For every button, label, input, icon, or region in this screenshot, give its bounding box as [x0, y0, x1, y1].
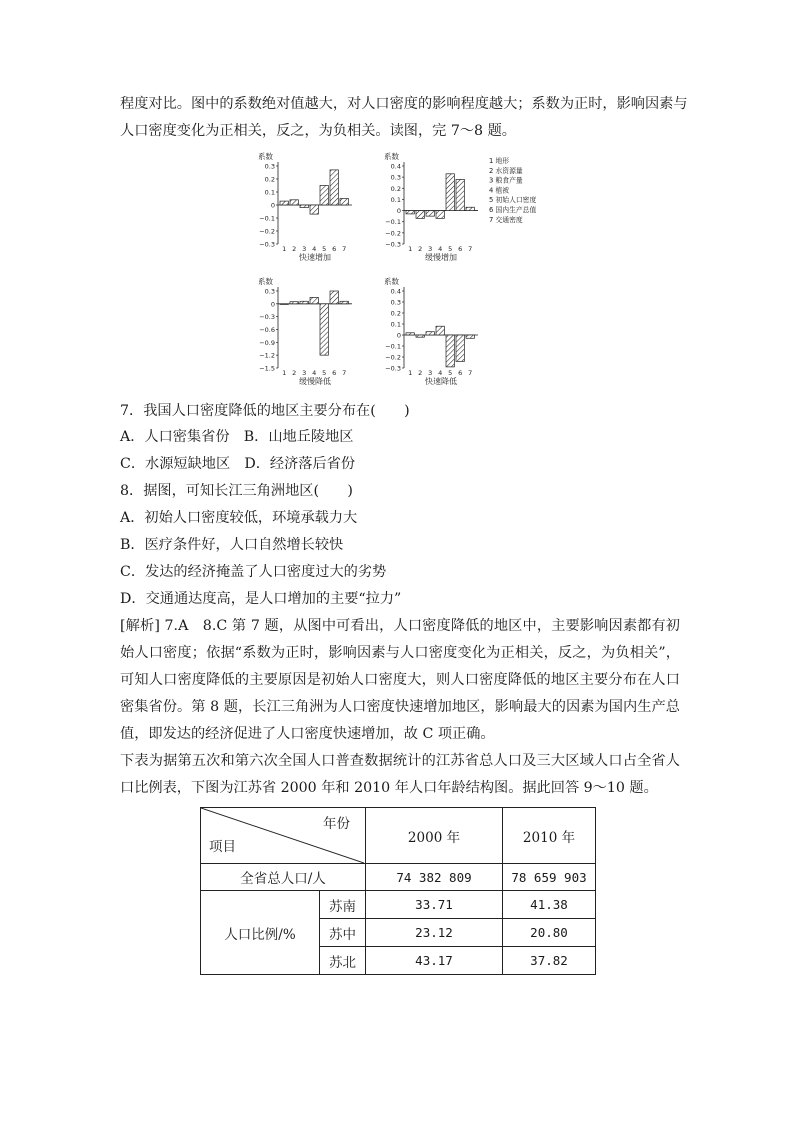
bar-7 [340, 199, 348, 206]
legend-item: 6 国内生产总值 [489, 206, 537, 214]
y-tick-label: 0 [270, 201, 275, 210]
y-axis-label: 系数 [384, 152, 399, 161]
y-tick-label: 0.2 [390, 184, 401, 193]
bar-4 [436, 211, 444, 219]
x-tick-label: 5 [448, 245, 453, 253]
bar-7 [466, 335, 474, 338]
header-2000: 2000 年 [366, 808, 503, 864]
region-name: 苏中 [320, 919, 366, 947]
y-tick-label: 0.4 [390, 287, 401, 296]
y-axis-label: 系数 [258, 152, 273, 161]
y-tick-label: −0.3 [259, 313, 275, 322]
x-tick-label: 7 [468, 245, 473, 253]
x-tick-label: 3 [428, 369, 433, 377]
y-tick-label: −0.9 [259, 338, 275, 347]
bar-2 [290, 302, 298, 304]
corner-item-label: 项目 [209, 839, 236, 855]
y-tick-label: 0.1 [264, 188, 275, 197]
intro-line-1: 程度对比。图中的系数绝对值越大，对人口密度的影响程度越大；系数为正时，影响因素与 [120, 96, 688, 112]
y-tick-label: −0.1 [385, 342, 401, 351]
bar-6 [330, 291, 338, 304]
bar-1 [280, 304, 288, 305]
x-tick-label: 1 [408, 369, 413, 377]
bar-4 [310, 297, 318, 303]
x-axis-label: 缓慢增加 [425, 253, 457, 262]
legend-item: 3 粮食产量 [489, 176, 523, 185]
x-axis-label: 快速降低 [425, 377, 457, 386]
bar-2 [416, 335, 424, 337]
x-tick-label: 1 [282, 245, 287, 253]
coefficient-bar-charts [252, 150, 552, 395]
bar-6 [330, 170, 338, 205]
region-2010-value: 37.82 [503, 947, 596, 975]
bar-6 [456, 179, 464, 210]
x-tick-label: 3 [428, 245, 433, 253]
x-tick-label: 1 [408, 245, 413, 253]
y-tick-label: 0.1 [390, 320, 401, 329]
region-2000-value: 43.17 [366, 947, 503, 975]
bar-3 [426, 211, 434, 217]
x-axis-label: 快速增加 [299, 253, 331, 262]
question-7-options-cd: C．水源短缺地区 D．经济落后省份 [120, 456, 356, 472]
x-tick-label: 5 [322, 369, 327, 377]
x-tick-label: 2 [418, 369, 423, 377]
chart-panel [384, 151, 478, 262]
bar-4 [310, 205, 318, 214]
y-tick-label: 0 [396, 207, 401, 216]
x-tick-label: 7 [468, 369, 473, 377]
question-8-option-c: C．发达的经济掩盖了人口密度过大的劣势 [120, 564, 387, 580]
corner-year-label: 年份 [323, 816, 350, 832]
bar-2 [416, 211, 424, 219]
y-tick-label: 0.1 [390, 195, 401, 204]
y-tick-label: −1.2 [259, 351, 275, 360]
ratio-label: 人口比例/% [201, 891, 320, 975]
x-tick-label: 7 [342, 245, 347, 253]
y-tick-label: 0.4 [390, 162, 401, 171]
y-tick-label: 0 [396, 331, 401, 340]
y-tick-label: −0.2 [385, 229, 401, 238]
y-tick-label: −0.3 [385, 240, 401, 249]
bar-2 [290, 200, 298, 205]
bar-3 [300, 205, 308, 208]
bar-5 [446, 335, 454, 367]
y-tick-label: 0.3 [264, 162, 275, 171]
bar-1 [406, 211, 414, 214]
x-axis-label: 缓慢降低 [299, 377, 331, 386]
region-name: 苏北 [320, 947, 366, 975]
bar-6 [456, 335, 464, 361]
y-axis-label: 系数 [258, 277, 273, 286]
x-tick-label: 3 [302, 369, 307, 377]
table-intro-paragraph: 下表为据第五次和第六次全国人口普查数据统计的江苏省总人口及三大区域人口占全省人口比例表，下图为江苏省 2000 年和 2010 年人口年龄结构图。据此回答 9～10 题。 [120, 753, 680, 796]
question-8-option-a: A．初始人口密度较低，环境承载力大 [120, 510, 358, 526]
y-tick-label: 0.2 [390, 309, 401, 318]
population-table [200, 807, 596, 975]
total-2010-value: 78 659 903 [503, 864, 596, 891]
bar-7 [466, 207, 474, 210]
x-tick-label: 7 [342, 369, 347, 377]
bar-5 [446, 174, 454, 211]
y-tick-label: −0.6 [259, 326, 275, 334]
bar-5 [320, 186, 328, 206]
y-tick-label: 0 [270, 300, 275, 309]
chart-panel [258, 151, 352, 262]
question-8-option-b: B．医疗条件好，人口自然增长较快 [120, 537, 344, 553]
table-corner-cell [201, 808, 366, 864]
x-tick-label: 4 [438, 369, 443, 377]
region-2000-value: 23.12 [366, 919, 503, 947]
y-tick-label: −0.1 [385, 218, 401, 227]
legend-item: 5 初始人口密度 [489, 196, 537, 205]
bar-1 [406, 333, 414, 335]
x-tick-label: 6 [332, 369, 337, 377]
y-tick-label: −0.2 [385, 353, 401, 362]
x-tick-label: 2 [418, 245, 423, 253]
total-population-label: 全省总人口/人 [201, 864, 366, 891]
total-2000-value: 74 382 809 [366, 864, 503, 891]
question-8: 8．据图，可知长江三角洲地区( ) [120, 483, 353, 499]
x-tick-label: 5 [448, 369, 453, 377]
header-2010: 2010 年 [503, 808, 596, 864]
region-2000-value: 33.71 [366, 891, 503, 919]
x-tick-label: 4 [312, 369, 317, 377]
x-tick-label: 2 [292, 369, 297, 377]
x-tick-label: 4 [312, 245, 317, 253]
intro-line-2: 人口密度变化为正相关，反之，为负相关。读图，完 7～8 题。 [120, 123, 516, 139]
x-tick-label: 6 [458, 369, 463, 377]
legend-item: 7 交通密度 [489, 215, 523, 224]
y-tick-label: −0.2 [259, 227, 275, 236]
x-tick-label: 6 [458, 245, 463, 253]
y-tick-label: −0.1 [259, 214, 275, 223]
bar-5 [320, 304, 328, 355]
region-2010-value: 41.38 [503, 891, 596, 919]
bar-7 [340, 301, 348, 304]
legend-item: 4 植被 [489, 186, 510, 195]
analysis-paragraph: [解析] 7.A 8.C 第 7 题，从图中可看出，人口密度降低的地区中，主要影响因素都有初始人口密度；依据“系数为正时，影响因素与人口密度变化为正相关，反之，为负相关”，可知人口密度降低的主要原因是初始人口密度大，则人口密度降低的地区主要分布在人口密集省份。第 8 题，长江三角洲为人口密度快速增加地区，影响最大的因素为国内生产总值，即发达的经济促进了人口密度快速增加，故 C 项正确。 [120, 618, 680, 742]
x-tick-label: 6 [332, 245, 337, 253]
x-tick-label: 2 [292, 245, 297, 253]
y-tick-label: 0.3 [390, 173, 401, 182]
bar-4 [436, 326, 444, 335]
question-7-options-ab: A．人口密集省份 B．山地丘陵地区 [120, 429, 354, 445]
bar-3 [300, 301, 308, 304]
y-tick-label: −0.3 [259, 240, 275, 249]
y-tick-label: 0.3 [264, 287, 275, 296]
region-2010-value: 20.80 [503, 919, 596, 947]
region-name: 苏南 [320, 891, 366, 919]
y-axis-label: 系数 [384, 277, 399, 286]
bar-1 [280, 201, 288, 205]
chart-panel [258, 276, 352, 386]
y-tick-label: 0.3 [390, 298, 401, 307]
x-tick-label: 3 [302, 245, 307, 253]
y-tick-label: −1.5 [259, 364, 275, 373]
x-tick-label: 4 [438, 245, 443, 253]
question-7: 7．我国人口密度降低的地区主要分布在( ) [120, 403, 410, 419]
y-tick-label: 0.2 [264, 175, 275, 184]
chart-panel [384, 276, 478, 386]
bar-3 [426, 332, 434, 335]
legend-item: 2 水资源量 [489, 166, 523, 175]
y-tick-label: −0.3 [385, 364, 401, 373]
x-tick-label: 1 [282, 369, 287, 377]
x-tick-label: 5 [322, 245, 327, 253]
legend-item: 1 地形 [489, 157, 510, 165]
question-8-option-d: D．交通通达度高，是人口增加的主要“拉力” [120, 591, 402, 607]
